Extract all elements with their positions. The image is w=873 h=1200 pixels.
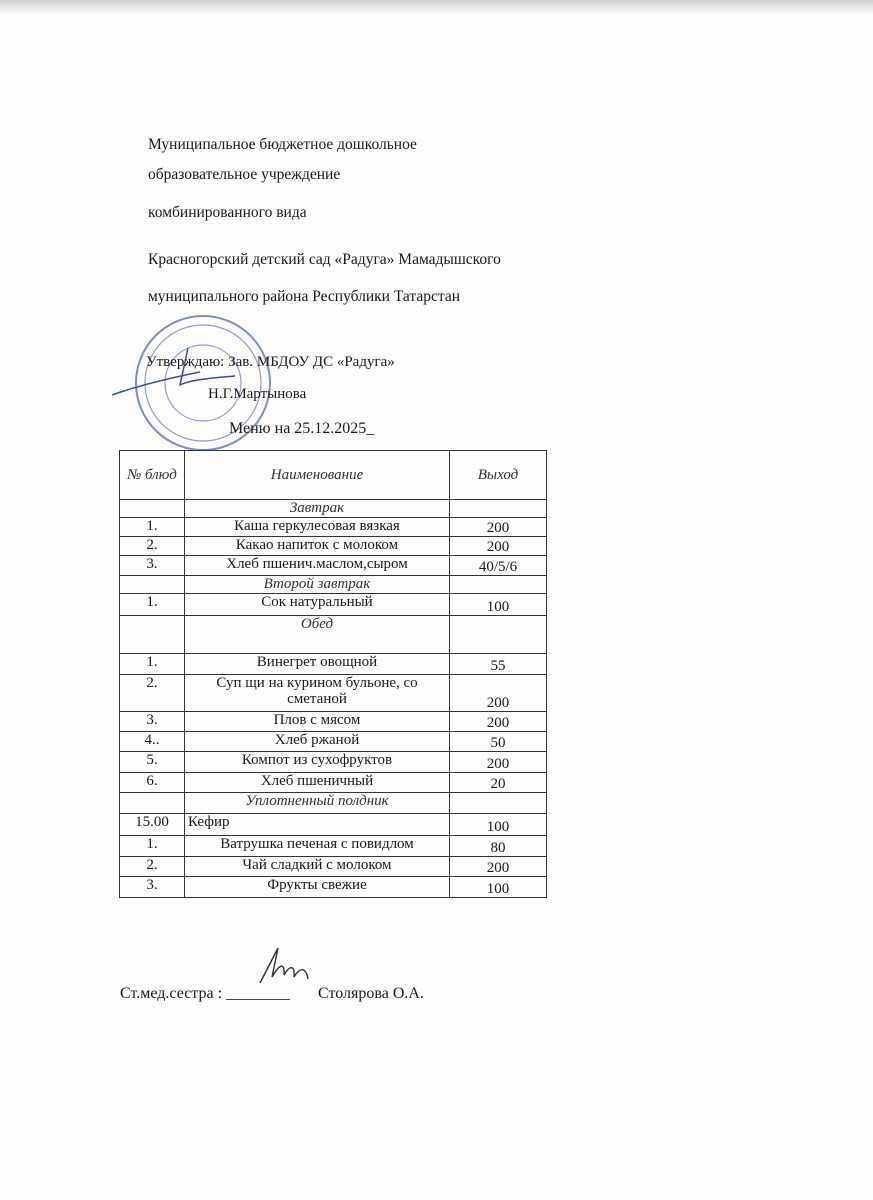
dish-name: Какао напиток с молоком bbox=[185, 537, 450, 556]
menu-title: Меню на 25.12.2025_ bbox=[229, 420, 375, 437]
section-row bbox=[120, 576, 547, 594]
menu-table bbox=[119, 450, 547, 898]
section-output-cell bbox=[450, 576, 547, 594]
table-row bbox=[120, 654, 547, 675]
dish-name: Хлеб ржаной bbox=[185, 732, 450, 752]
dish-number: 2. bbox=[120, 675, 185, 712]
col-header-name: Наименование bbox=[185, 451, 450, 500]
dish-output: 200 bbox=[450, 675, 547, 712]
scan-edge bbox=[0, 0, 873, 14]
section-output-cell bbox=[450, 793, 547, 814]
dish-output: 100 bbox=[450, 814, 547, 836]
dish-name: Хлеб пшеничный bbox=[185, 773, 450, 793]
col-header-output: Выход bbox=[450, 451, 547, 500]
table-row bbox=[120, 537, 547, 556]
dish-name: Компот из сухофруктов bbox=[185, 752, 450, 773]
section-num-cell bbox=[120, 576, 185, 594]
org-header-line: Муниципальное бюджетное дошкольное bbox=[148, 136, 417, 153]
dish-number: 5. bbox=[120, 752, 185, 773]
dish-number: 15.00 bbox=[120, 814, 185, 836]
dish-number: 1. bbox=[120, 518, 185, 537]
dish-name: Хлеб пшенич.маслом,сыром bbox=[185, 556, 450, 576]
section-output-cell bbox=[450, 500, 547, 518]
table-row bbox=[120, 594, 547, 616]
dish-number: 1. bbox=[120, 654, 185, 675]
dish-name: Винегрет овощной bbox=[185, 654, 450, 675]
dish-name: Суп щи на курином бульоне, со сметаной bbox=[185, 675, 450, 712]
dish-name: Чай сладкий с молоком bbox=[185, 857, 450, 877]
org-header-line: муниципального района Республики Татарстан bbox=[148, 288, 461, 305]
footer-label: Ст.мед.сестра : ________ bbox=[120, 985, 291, 1002]
dish-output: 55 bbox=[450, 654, 547, 675]
dish-name: Сок натуральный bbox=[185, 594, 450, 616]
dish-output: 200 bbox=[450, 857, 547, 877]
table-row bbox=[120, 857, 547, 877]
dish-name: Фрукты свежие bbox=[185, 877, 450, 898]
dish-output: 50 bbox=[450, 732, 547, 752]
table-row bbox=[120, 732, 547, 752]
org-header-line: комбинированного вида bbox=[148, 204, 307, 221]
section-row bbox=[120, 793, 547, 814]
dish-output: 200 bbox=[450, 518, 547, 537]
dish-number: 3. bbox=[120, 556, 185, 576]
section-title: Завтрак bbox=[185, 500, 450, 518]
dish-name: Плов с мясом bbox=[185, 712, 450, 732]
dish-number: 4.. bbox=[120, 732, 185, 752]
section-title: Второй завтрак bbox=[185, 576, 450, 594]
table-row bbox=[120, 877, 547, 898]
org-header-line: Красногорский детский сад «Радуга» Мамадышского bbox=[148, 251, 501, 268]
dish-number: 2. bbox=[120, 857, 185, 877]
dish-name: Ватрушка печеная с повидлом bbox=[185, 836, 450, 857]
dish-name: Кефир bbox=[185, 814, 450, 836]
dish-name: Каша геркулесовая вязкая bbox=[185, 518, 450, 537]
section-row bbox=[120, 616, 547, 654]
table-row bbox=[120, 836, 547, 857]
footer-name: Столярова О.А. bbox=[318, 985, 424, 1002]
dish-number: 3. bbox=[120, 877, 185, 898]
table-row bbox=[120, 675, 547, 712]
dish-output: 100 bbox=[450, 877, 547, 898]
dish-output: 40/5/6 bbox=[450, 556, 547, 576]
table-row bbox=[120, 752, 547, 773]
dish-number: 3. bbox=[120, 712, 185, 732]
table-row bbox=[120, 773, 547, 793]
table-row bbox=[120, 814, 547, 836]
section-title: Обед bbox=[185, 616, 450, 654]
dish-output: 200 bbox=[450, 752, 547, 773]
nurse-signature bbox=[250, 945, 320, 985]
section-num-cell bbox=[120, 793, 185, 814]
section-row bbox=[120, 500, 547, 518]
dish-number: 1. bbox=[120, 836, 185, 857]
dish-output: 80 bbox=[450, 836, 547, 857]
section-title: Уплотненный полдник bbox=[185, 793, 450, 814]
org-header-line: образовательное учреждение bbox=[148, 166, 341, 183]
section-num-cell bbox=[120, 616, 185, 654]
table-row bbox=[120, 556, 547, 576]
dish-number: 1. bbox=[120, 594, 185, 616]
dish-number: 2. bbox=[120, 537, 185, 556]
dish-output: 20 bbox=[450, 773, 547, 793]
approver-name: Н.Г.Мартынова bbox=[208, 386, 307, 402]
col-header-num: № блюд bbox=[120, 451, 185, 500]
table-row bbox=[120, 518, 547, 537]
dish-number: 6. bbox=[120, 773, 185, 793]
approval-line: Утверждаю: Зав. МБДОУ ДС «Радуга» bbox=[146, 354, 395, 370]
dish-output: 200 bbox=[450, 712, 547, 732]
section-output-cell bbox=[450, 616, 547, 654]
section-num-cell bbox=[120, 500, 185, 518]
table-header-row bbox=[120, 451, 547, 500]
dish-output: 100 bbox=[450, 594, 547, 616]
table-row bbox=[120, 712, 547, 732]
dish-output: 200 bbox=[450, 537, 547, 556]
